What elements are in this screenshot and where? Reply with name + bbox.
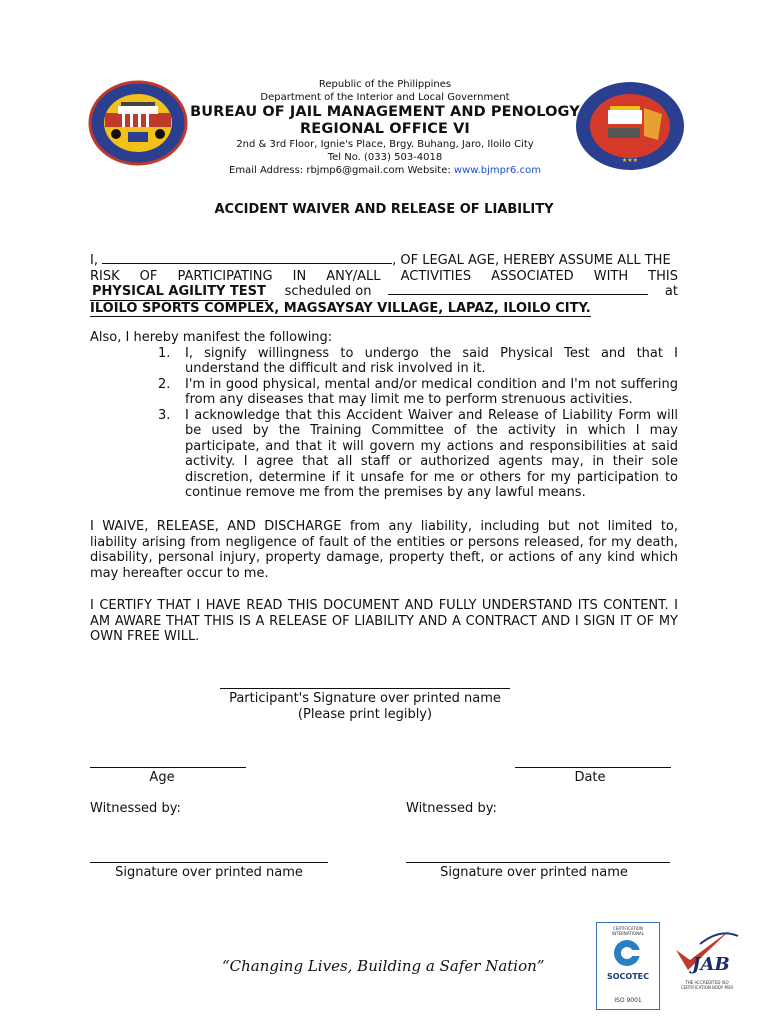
- list-item: 1. I, signify willingness to undergo the said Physical Test and that I understand the difficult and risk involved in it.: [158, 345, 678, 376]
- participant-signature-label: Participant's Signature over printed name: [229, 691, 501, 706]
- manifest-list: [158, 346, 678, 501]
- intro-i: I, , OF LEGAL AGE, HEREBY ASSUME ALL THE: [90, 253, 671, 268]
- list-item: 3. I acknowledge that this Accident Waiver and Release of Liability Form will be used by the Training Committee of the activity in which I may participate, and that it will govern my actions and responsibilities at said activity. I agree that all staff or authorized agents may, in their sole discretion, determine if it unsafe for me or others for my participation to continue remove me from the premises by any lawful means.: [158, 407, 678, 500]
- socotec-certification-badge: [596, 922, 660, 1010]
- intro-at: at: [664, 284, 678, 299]
- age-label: Age: [149, 770, 175, 785]
- venue: ILOILO SPORTS COMPLEX, MAGSAYSAY VILLAGE, LAPAZ, ILOILO CITY.: [90, 300, 591, 316]
- name-blank[interactable]: [102, 263, 392, 264]
- regional-office: REGIONAL OFFICE VI: [300, 121, 470, 137]
- activity-name: PHYSICAL AGILITY TEST: [92, 284, 266, 299]
- header-address: 2nd & 3rd Floor, Ignie's Place, Brgy. Buhang, Jaro, Iloilo City: [236, 139, 534, 150]
- list-item: 2. I'm in good physical, mental and/or medical condition and I'm not suffering from any diseases that may limit me to perform strenuous activities.: [158, 376, 678, 407]
- age-line[interactable]: [90, 767, 246, 768]
- witness-signature-label-left: Signature over printed name: [115, 865, 303, 880]
- intro-after-name: , OF LEGAL AGE, HEREBY ASSUME ALL THE: [392, 253, 671, 268]
- header-line1: Republic of the Philippines: [318, 79, 452, 90]
- socotec-top-text: CERTIFICATION INTERNATIONAL: [611, 926, 645, 936]
- jab-name: JAB: [692, 954, 730, 975]
- document-title: ACCIDENT WAIVER AND RELEASE OF LIABILITY: [214, 202, 554, 217]
- participant-signature-line[interactable]: [220, 688, 510, 689]
- print-legibly-note: (Please print legibly): [297, 707, 433, 722]
- socotec-name: SOCOTEC: [606, 972, 650, 981]
- date-line[interactable]: [515, 767, 671, 768]
- socotec-mark-icon: [597, 936, 657, 970]
- website-link[interactable]: www.bjmpr6.com: [453, 165, 541, 176]
- certify-paragraph: I CERTIFY THAT I HAVE READ THIS DOCUMENT AND FULLY UNDERSTAND ITS CONTENT. I AM AWARE THAT THIS IS A RELEASE OF LIABILITY AND A CONTRACT AND I SIGN IT OF MY OWN FREE WILL.: [90, 598, 678, 644]
- header-line2: Department of the Interior and Local Government: [260, 92, 510, 103]
- intro-risk-line: RISK OF PARTICIPATING IN ANY/ALL ACTIVITIES ASSOCIATED WITH THIS: [90, 268, 678, 284]
- witness-signature-line-right[interactable]: [406, 862, 670, 863]
- header-email: Email Address: rbjmp6@gmail.com Website:: [229, 165, 454, 176]
- manifest-section: [90, 330, 678, 501]
- date-blank[interactable]: [388, 294, 648, 295]
- bureau-name: BUREAU OF JAIL MANAGEMENT AND PENOLOGY: [190, 104, 580, 120]
- scheduled-on: scheduled on: [284, 284, 372, 299]
- jab-subtext: THE ACCREDITED ISO CERTIFICATION BODY MS0: [680, 980, 734, 990]
- witnessed-by-left: Witnessed by:: [90, 801, 181, 816]
- svg-text:★★★: ★★★: [621, 157, 639, 164]
- manifest-lead: Also, I hereby manifest the following:: [90, 330, 333, 345]
- waive-paragraph: I WAIVE, RELEASE, AND DISCHARGE from any liability, including but not limited to, liability arising from negligence of fault of the entities or persons released, for my death, disability, personal injury, property damage, property theft, or actions of any kind which may hereafter occur to me.: [90, 519, 678, 581]
- witnessed-by-right: Witnessed by:: [406, 801, 497, 816]
- jab-accreditation-badge: [670, 924, 742, 1010]
- witness-signature-label-right: Signature over printed name: [440, 865, 628, 880]
- intro-paragraph: [90, 253, 678, 317]
- witness-signature-line-left[interactable]: [90, 862, 328, 863]
- header-tel: Tel No. (033) 503-4018: [327, 152, 443, 163]
- letterhead: [160, 78, 610, 177]
- date-label: Date: [574, 770, 606, 785]
- socotec-iso: ISO 9001: [614, 997, 642, 1004]
- header-contact: [160, 164, 610, 177]
- slogan: “Changing Lives, Building a Safer Nation”: [222, 957, 545, 975]
